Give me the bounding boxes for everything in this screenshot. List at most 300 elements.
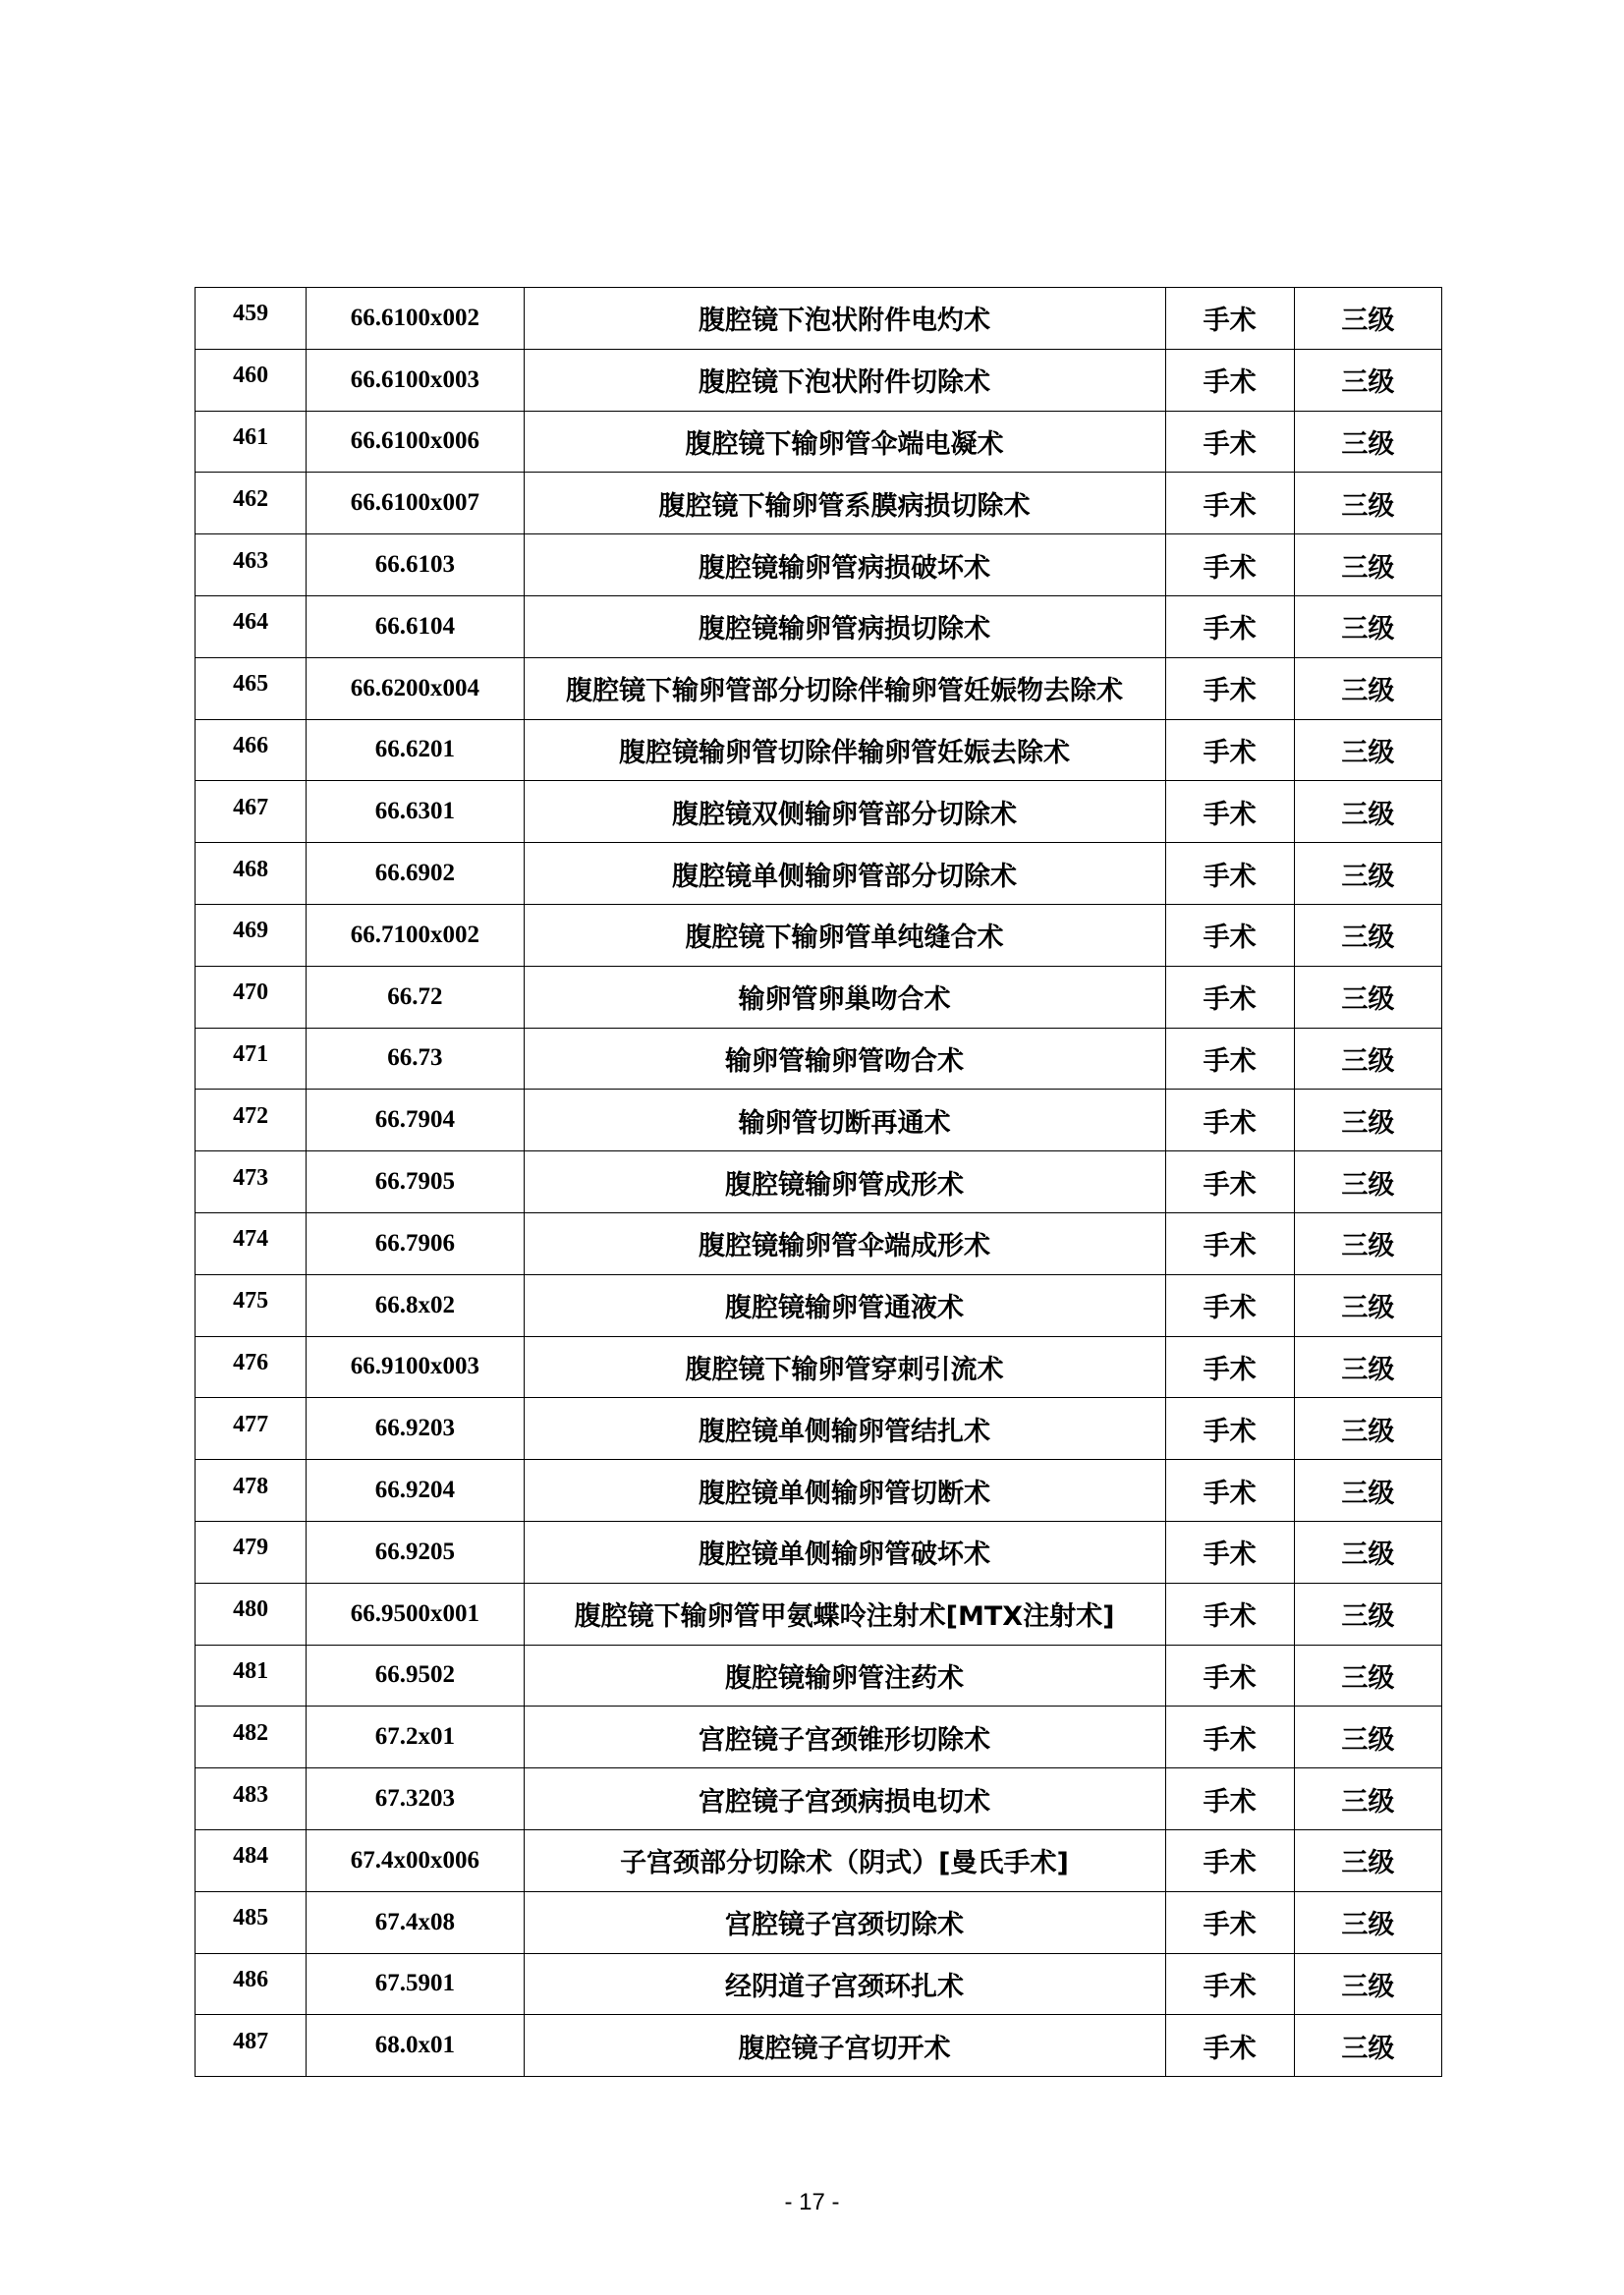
procedure-name-cell (524, 288, 1165, 350)
procedure-level-cell (1294, 1212, 1441, 1274)
procedure-name-text: 腹腔镜输卵管注药术 (725, 1662, 965, 1694)
procedure-code-cell (307, 534, 524, 596)
procedure-code-cell (307, 1829, 524, 1891)
procedure-name-text: 腹腔镜输卵管切除伴输卵管妊娠去除术 (619, 737, 1071, 768)
procedure-name-cell (524, 657, 1165, 719)
row-index-cell (196, 1891, 307, 1953)
procedure-type-cell (1165, 534, 1294, 596)
procedure-name-cell (524, 1953, 1165, 2015)
table-row (196, 411, 1442, 473)
procedure-level-cell (1294, 534, 1441, 596)
procedure-type-cell (1165, 1768, 1294, 1830)
procedure-type-text: 手术 (1203, 490, 1257, 522)
procedure-level-text: 三级 (1341, 1107, 1395, 1139)
procedure-type-text: 手术 (1203, 1231, 1257, 1262)
procedure-level-cell (1294, 1707, 1441, 1768)
procedure-code-cell (307, 1521, 524, 1583)
procedure-level-cell (1294, 349, 1441, 411)
procedure-name-text: 腹腔镜下泡状附件电灼术 (699, 306, 991, 337)
row-index-text: 470 (233, 980, 269, 1006)
procedure-name-cell (524, 1829, 1165, 1891)
procedure-level-cell (1294, 473, 1441, 534)
row-index-cell (196, 1829, 307, 1891)
table-row (196, 1583, 1442, 1645)
procedure-name-cell (524, 534, 1165, 596)
procedure-name-text: 输卵管切断再通术 (738, 1107, 951, 1139)
table-row (196, 1768, 1442, 1830)
procedure-type-cell (1165, 843, 1294, 905)
procedure-type-text: 手术 (1203, 1416, 1257, 1447)
procedure-name-text: 经阴道子宫颈环扎术 (725, 1971, 965, 2002)
procedure-name-text: 腹腔镜下输卵管系膜病损切除术 (658, 490, 1031, 522)
procedure-level-cell (1294, 843, 1441, 905)
procedure-name-text: 腹腔镜下输卵管单纯缝合术 (685, 923, 1004, 954)
procedure-level-text: 三级 (1341, 984, 1395, 1016)
row-index-cell (196, 1212, 307, 1274)
procedure-code-cell (307, 843, 524, 905)
procedure-level-cell (1294, 1336, 1441, 1398)
procedure-name-cell (524, 473, 1165, 534)
table-row (196, 1336, 1442, 1398)
procedure-level-text: 三级 (1341, 552, 1395, 584)
procedure-level-cell (1294, 657, 1441, 719)
procedure-code-cell (307, 349, 524, 411)
procedure-name-cell (524, 966, 1165, 1028)
procedure-type-text: 手术 (1203, 1045, 1257, 1077)
row-index-text: 475 (233, 1288, 269, 1315)
table-row (196, 1398, 1442, 1460)
row-index-cell (196, 657, 307, 719)
procedure-name-cell (524, 904, 1165, 966)
row-index-text: 483 (233, 1781, 269, 1808)
procedure-level-cell (1294, 1090, 1441, 1151)
row-index-text: 464 (233, 609, 269, 636)
procedure-level-text: 三级 (1341, 737, 1395, 768)
row-index-text: 460 (233, 363, 269, 389)
table-body (196, 288, 1442, 2077)
procedure-name-text: 子宫颈部分切除术（阴式）[曼氏手术] (620, 1848, 1069, 1879)
procedure-code-text: 66.7100x002 (350, 921, 479, 948)
procedure-level-cell (1294, 904, 1441, 966)
row-index-text: 480 (233, 1596, 269, 1623)
procedure-name-text: 腹腔镜子宫切开术 (738, 2033, 951, 2064)
procedure-name-cell (524, 1398, 1165, 1460)
procedure-name-cell (524, 1583, 1165, 1645)
row-index-text: 459 (233, 301, 269, 327)
procedure-type-text: 手术 (1203, 2033, 1257, 2064)
row-index-cell (196, 1336, 307, 1398)
procedure-name-cell (524, 411, 1165, 473)
procedure-name-cell (524, 1028, 1165, 1090)
procedure-level-text: 三级 (1341, 1848, 1395, 1879)
procedure-level-text: 三级 (1341, 614, 1395, 645)
table-row (196, 1090, 1442, 1151)
procedure-code-text: 66.7906 (374, 1229, 455, 1257)
procedure-level-text: 三级 (1341, 1416, 1395, 1447)
procedure-level-text: 三级 (1341, 306, 1395, 337)
row-index-text: 474 (233, 1226, 269, 1253)
procedure-level-cell (1294, 1829, 1441, 1891)
row-index-cell (196, 904, 307, 966)
procedure-type-cell (1165, 1151, 1294, 1213)
row-index-text: 482 (233, 1719, 269, 1746)
procedure-type-text: 手术 (1203, 1971, 1257, 2002)
table-row (196, 288, 1442, 350)
procedure-level-cell (1294, 1398, 1441, 1460)
table-row (196, 1707, 1442, 1768)
procedure-code-cell (307, 1336, 524, 1398)
row-index-text: 486 (233, 1966, 269, 1992)
procedure-name-text: 腹腔镜单侧输卵管切断术 (699, 1478, 991, 1509)
row-index-cell (196, 1953, 307, 2015)
procedure-type-text: 手术 (1203, 923, 1257, 954)
procedure-type-cell (1165, 1521, 1294, 1583)
procedure-code-cell (307, 1953, 524, 2015)
procedure-code-text: 66.72 (387, 982, 443, 1010)
row-index-text: 462 (233, 485, 269, 512)
table-row (196, 349, 1442, 411)
procedure-code-text: 66.6301 (374, 798, 455, 825)
procedure-code-cell (307, 966, 524, 1028)
row-index-text: 465 (233, 671, 269, 698)
procedure-code-cell (307, 1090, 524, 1151)
procedure-type-cell (1165, 1645, 1294, 1707)
procedure-name-text: 腹腔镜单侧输卵管破坏术 (699, 1539, 991, 1571)
procedure-name-cell (524, 1707, 1165, 1768)
procedure-code-text: 66.6902 (374, 860, 455, 887)
procedure-code-cell (307, 1274, 524, 1336)
procedure-type-text: 手术 (1203, 428, 1257, 460)
table-row (196, 534, 1442, 596)
procedure-name-text: 腹腔镜下泡状附件切除术 (699, 367, 991, 399)
procedure-level-cell (1294, 595, 1441, 657)
procedure-level-text: 三级 (1341, 1231, 1395, 1262)
procedure-code-text: 67.5901 (374, 1970, 455, 1997)
table-row (196, 1212, 1442, 1274)
row-index-text: 467 (233, 794, 269, 820)
procedure-level-cell (1294, 1583, 1441, 1645)
row-index-text: 466 (233, 732, 269, 758)
procedure-level-cell (1294, 1768, 1441, 1830)
procedure-level-text: 三级 (1341, 1724, 1395, 1756)
procedure-name-cell (524, 843, 1165, 905)
procedure-level-cell (1294, 288, 1441, 350)
procedure-code-cell (307, 1151, 524, 1213)
procedure-code-cell (307, 904, 524, 966)
procedure-code-cell (307, 595, 524, 657)
procedure-level-text: 三级 (1341, 367, 1395, 399)
procedure-code-text: 66.6201 (374, 736, 455, 763)
procedure-table (195, 287, 1442, 2077)
procedure-name-cell (524, 1891, 1165, 1953)
procedure-type-text: 手术 (1203, 1601, 1257, 1633)
table-row (196, 1151, 1442, 1213)
row-index-cell (196, 719, 307, 781)
procedure-type-text: 手术 (1203, 676, 1257, 707)
row-index-cell (196, 288, 307, 350)
row-index-text: 484 (233, 1843, 269, 1870)
procedure-code-cell (307, 1212, 524, 1274)
procedure-level-text: 三级 (1341, 1354, 1395, 1385)
procedure-type-cell (1165, 1336, 1294, 1398)
procedure-type-cell (1165, 1090, 1294, 1151)
procedure-type-text: 手术 (1203, 1354, 1257, 1385)
procedure-type-text: 手术 (1203, 1293, 1257, 1324)
procedure-name-text: 腹腔镜输卵管伞端成形术 (699, 1231, 991, 1262)
procedure-level-text: 三级 (1341, 676, 1395, 707)
procedure-name-cell (524, 1212, 1165, 1274)
row-index-cell (196, 1151, 307, 1213)
procedure-name-text: 宫腔镜子宫颈切除术 (725, 1910, 965, 1941)
procedure-type-cell (1165, 595, 1294, 657)
procedure-name-text: 腹腔镜双侧输卵管部分切除术 (672, 799, 1018, 830)
procedure-level-text: 三级 (1341, 1971, 1395, 2002)
table-row (196, 595, 1442, 657)
procedure-name-cell (524, 1336, 1165, 1398)
procedure-code-text: 66.9502 (374, 1661, 455, 1689)
procedure-code-text: 66.9500x001 (350, 1599, 479, 1627)
table-row (196, 966, 1442, 1028)
table-row (196, 473, 1442, 534)
procedure-name-cell (524, 1151, 1165, 1213)
row-index-cell (196, 1583, 307, 1645)
procedure-level-cell (1294, 1274, 1441, 1336)
table-row (196, 719, 1442, 781)
procedure-type-text: 手术 (1203, 1169, 1257, 1201)
procedure-name-text: 腹腔镜输卵管成形术 (725, 1169, 965, 1201)
row-index-text: 471 (233, 1040, 269, 1067)
procedure-type-text: 手术 (1203, 367, 1257, 399)
procedure-type-cell (1165, 1398, 1294, 1460)
procedure-name-cell (524, 1521, 1165, 1583)
procedure-code-text: 66.6100x002 (350, 304, 479, 331)
table-row (196, 2015, 1442, 2077)
procedure-code-text: 66.6100x007 (350, 489, 479, 517)
row-index-text: 485 (233, 1905, 269, 1931)
procedure-name-text: 腹腔镜输卵管病损切除术 (699, 614, 991, 645)
procedure-type-cell (1165, 781, 1294, 843)
procedure-level-text: 三级 (1341, 1293, 1395, 1324)
procedure-code-cell (307, 1460, 524, 1522)
row-index-cell (196, 2015, 307, 2077)
procedure-code-text: 66.6103 (374, 551, 455, 579)
procedure-type-text: 手术 (1203, 1539, 1257, 1571)
row-index-text: 472 (233, 1102, 269, 1129)
procedure-name-text: 输卵管卵巢吻合术 (738, 984, 951, 1016)
procedure-level-cell (1294, 1460, 1441, 1522)
row-index-cell (196, 349, 307, 411)
procedure-type-text: 手术 (1203, 1107, 1257, 1139)
procedure-level-cell (1294, 1645, 1441, 1707)
procedure-code-text: 66.8x02 (374, 1291, 455, 1318)
procedure-level-text: 三级 (1341, 1786, 1395, 1818)
row-index-cell (196, 1707, 307, 1768)
procedure-code-text: 66.9203 (374, 1415, 455, 1442)
procedure-code-cell (307, 288, 524, 350)
procedure-code-text: 66.9204 (374, 1477, 455, 1504)
row-index-text: 463 (233, 547, 269, 574)
table-row (196, 1953, 1442, 2015)
procedure-type-cell (1165, 904, 1294, 966)
procedure-name-text: 输卵管输卵管吻合术 (725, 1045, 965, 1077)
procedure-type-cell (1165, 1953, 1294, 2015)
procedure-type-text: 手术 (1203, 552, 1257, 584)
procedure-type-cell (1165, 1583, 1294, 1645)
row-index-text: 468 (233, 856, 269, 882)
row-index-text: 487 (233, 2028, 269, 2054)
procedure-type-cell (1165, 1274, 1294, 1336)
procedure-name-cell (524, 1645, 1165, 1707)
row-index-cell (196, 781, 307, 843)
procedure-level-cell (1294, 966, 1441, 1028)
row-index-cell (196, 1768, 307, 1830)
procedure-name-text: 腹腔镜单侧输卵管结扎术 (699, 1416, 991, 1447)
page-number: - 17 - (784, 2189, 840, 2215)
row-index-cell (196, 1028, 307, 1090)
procedure-type-cell (1165, 349, 1294, 411)
table-row (196, 904, 1442, 966)
table-row (196, 843, 1442, 905)
row-index-cell (196, 1521, 307, 1583)
procedure-type-text: 手术 (1203, 737, 1257, 768)
table-row (196, 1460, 1442, 1522)
procedure-level-text: 三级 (1341, 2033, 1395, 2064)
procedure-level-text: 三级 (1341, 1910, 1395, 1941)
procedure-code-cell (307, 411, 524, 473)
procedure-type-text: 手术 (1203, 306, 1257, 337)
procedure-level-text: 三级 (1341, 428, 1395, 460)
procedure-code-cell (307, 473, 524, 534)
procedure-level-text: 三级 (1341, 799, 1395, 830)
procedure-code-cell (307, 1891, 524, 1953)
procedure-level-text: 三级 (1341, 1662, 1395, 1694)
procedure-type-text: 手术 (1203, 984, 1257, 1016)
procedure-level-cell (1294, 781, 1441, 843)
procedure-name-cell (524, 349, 1165, 411)
procedure-type-cell (1165, 288, 1294, 350)
procedure-name-text: 宫腔镜子宫颈锥形切除术 (699, 1724, 991, 1756)
procedure-level-cell (1294, 1151, 1441, 1213)
procedure-name-text: 腹腔镜下输卵管甲氨蝶呤注射术[MTX注射术] (574, 1601, 1115, 1633)
procedure-type-cell (1165, 1829, 1294, 1891)
procedure-name-cell (524, 781, 1165, 843)
table-row (196, 781, 1442, 843)
row-index-cell (196, 1460, 307, 1522)
procedure-level-text: 三级 (1341, 1478, 1395, 1509)
table-row (196, 1645, 1442, 1707)
procedure-type-cell (1165, 1028, 1294, 1090)
procedure-code-cell (307, 2015, 524, 2077)
procedure-name-cell (524, 719, 1165, 781)
procedure-code-text: 66.73 (387, 1044, 443, 1072)
procedure-level-cell (1294, 1891, 1441, 1953)
procedure-code-text: 68.0x01 (374, 2032, 455, 2059)
procedure-code-cell (307, 1583, 524, 1645)
procedure-code-text: 66.9100x003 (350, 1353, 479, 1380)
procedure-name-text: 腹腔镜下输卵管伞端电凝术 (685, 428, 1004, 460)
procedure-code-text: 67.4x00x006 (350, 1846, 479, 1874)
procedure-type-cell (1165, 1707, 1294, 1768)
row-index-text: 473 (233, 1164, 269, 1191)
procedure-type-text: 手术 (1203, 1848, 1257, 1879)
procedure-type-text: 手术 (1203, 1724, 1257, 1756)
procedure-level-cell (1294, 1028, 1441, 1090)
row-index-cell (196, 1090, 307, 1151)
row-index-cell (196, 1398, 307, 1460)
procedure-name-text: 腹腔镜输卵管通液术 (725, 1293, 965, 1324)
procedure-type-text: 手术 (1203, 1478, 1257, 1509)
row-index-text: 476 (233, 1349, 269, 1375)
table-row (196, 1521, 1442, 1583)
table-row (196, 1028, 1442, 1090)
table-row (196, 657, 1442, 719)
procedure-code-text: 67.4x08 (374, 1908, 455, 1935)
row-index-text: 478 (233, 1473, 269, 1499)
procedure-level-text: 三级 (1341, 923, 1395, 954)
procedure-type-text: 手术 (1203, 861, 1257, 892)
procedure-code-cell (307, 1645, 524, 1707)
row-index-cell (196, 1645, 307, 1707)
procedure-type-cell (1165, 719, 1294, 781)
procedure-type-cell (1165, 2015, 1294, 2077)
row-index-cell (196, 534, 307, 596)
procedure-level-cell (1294, 2015, 1441, 2077)
procedure-code-cell (307, 657, 524, 719)
procedure-level-cell (1294, 411, 1441, 473)
row-index-text: 461 (233, 423, 269, 450)
procedure-level-text: 三级 (1341, 861, 1395, 892)
procedure-type-cell (1165, 473, 1294, 534)
row-index-text: 469 (233, 918, 269, 944)
procedure-type-text: 手术 (1203, 614, 1257, 645)
procedure-code-cell (307, 1398, 524, 1460)
procedure-level-text: 三级 (1341, 1539, 1395, 1571)
procedure-code-text: 66.7904 (374, 1106, 455, 1134)
procedure-name-cell (524, 1274, 1165, 1336)
procedure-code-cell (307, 1707, 524, 1768)
procedure-type-cell (1165, 1212, 1294, 1274)
procedure-name-text: 腹腔镜下输卵管部分切除伴输卵管妊娠物去除术 (566, 676, 1124, 707)
procedure-type-cell (1165, 657, 1294, 719)
procedure-level-cell (1294, 719, 1441, 781)
procedure-name-cell (524, 1090, 1165, 1151)
row-index-cell (196, 411, 307, 473)
table-row (196, 1829, 1442, 1891)
procedure-code-text: 67.2x01 (374, 1723, 455, 1751)
row-index-text: 479 (233, 1535, 269, 1561)
procedure-type-text: 手术 (1203, 799, 1257, 830)
row-index-text: 477 (233, 1411, 269, 1437)
procedure-level-cell (1294, 1953, 1441, 2015)
procedure-level-text: 三级 (1341, 1601, 1395, 1633)
procedure-name-cell (524, 1460, 1165, 1522)
procedure-type-cell (1165, 411, 1294, 473)
procedure-type-text: 手术 (1203, 1786, 1257, 1818)
row-index-cell (196, 843, 307, 905)
table-row (196, 1891, 1442, 1953)
procedure-code-text: 66.6100x003 (350, 365, 479, 393)
procedure-level-text: 三级 (1341, 490, 1395, 522)
row-index-cell (196, 966, 307, 1028)
table-row (196, 1274, 1442, 1336)
procedure-code-cell (307, 781, 524, 843)
procedure-type-text: 手术 (1203, 1662, 1257, 1694)
procedure-type-text: 手术 (1203, 1910, 1257, 1941)
procedure-level-text: 三级 (1341, 1045, 1395, 1077)
row-index-text: 481 (233, 1657, 269, 1684)
procedure-type-cell (1165, 1891, 1294, 1953)
procedure-name-text: 腹腔镜单侧输卵管部分切除术 (672, 861, 1018, 892)
